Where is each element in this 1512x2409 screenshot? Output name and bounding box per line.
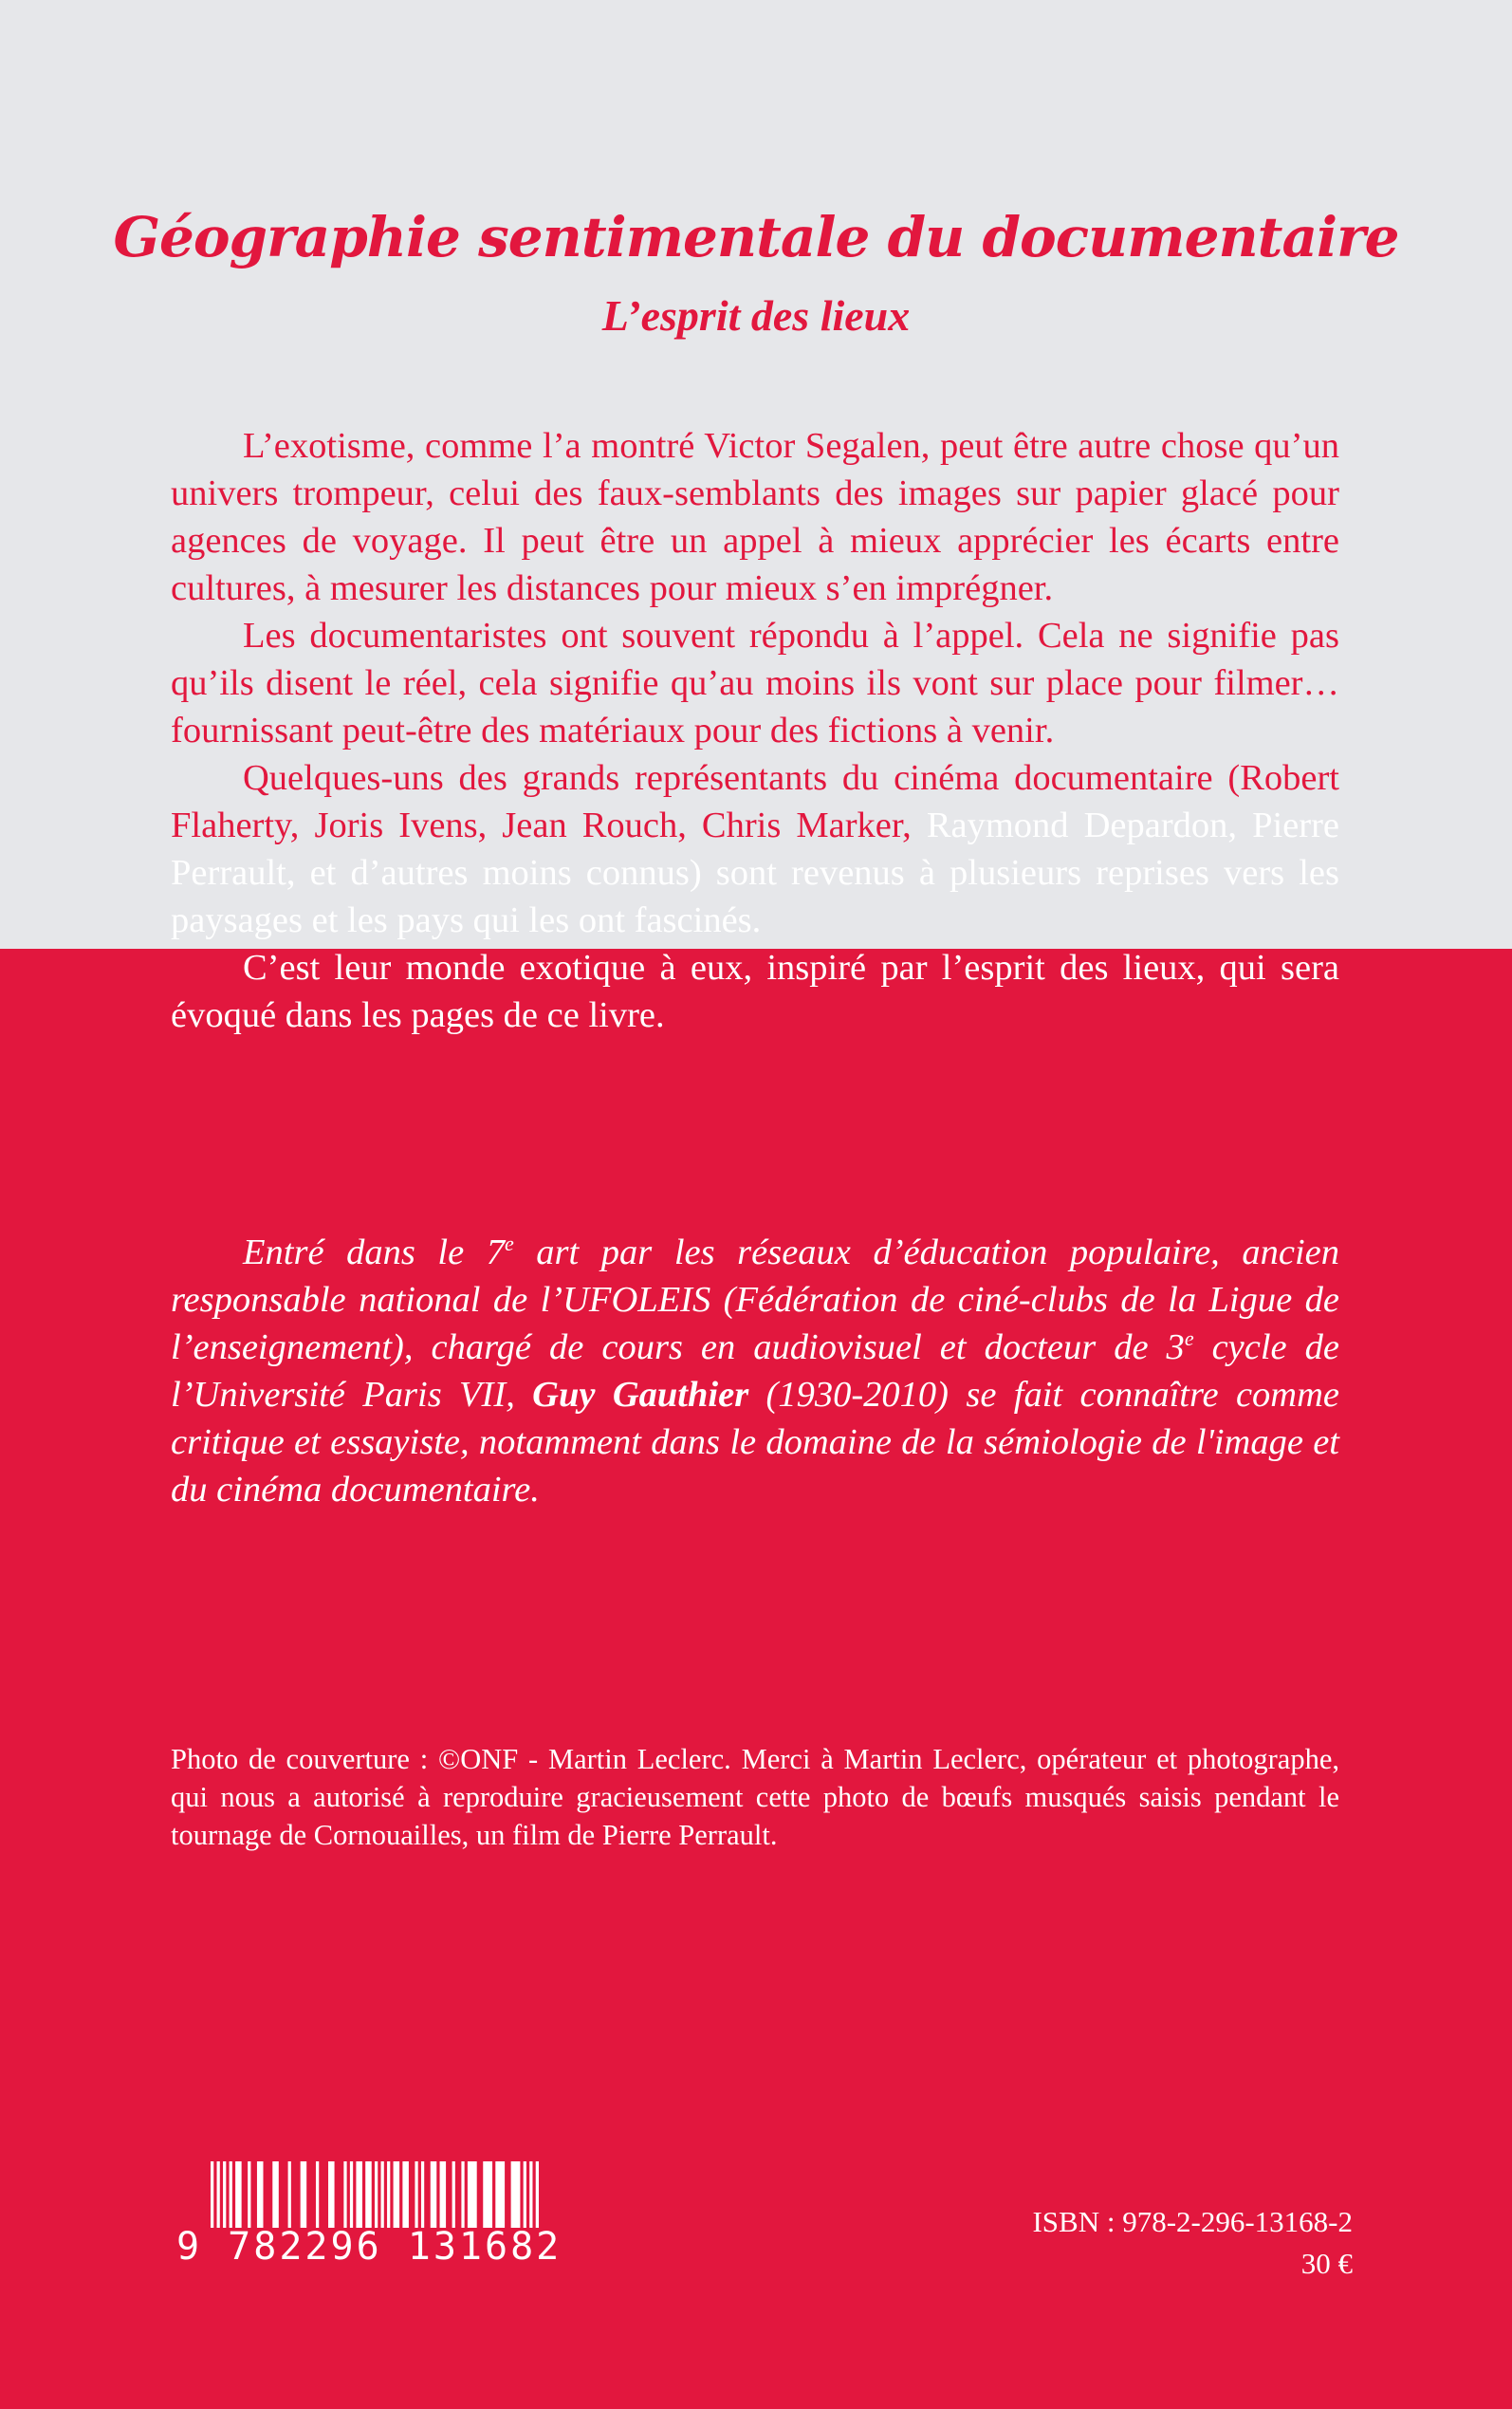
barcode-bar bbox=[343, 2161, 346, 2228]
blurb-paragraph-4: C’est leur monde exotique à eux, inspiré par l’esprit des lieux, qui sera évoqué dans les pages de ce livre. bbox=[171, 948, 1339, 1035]
blurb-paragraph-1: L’exotisme, comme l’a montré Victor Segalen, peut être autre chose qu’un univers trompeur, celui des faux-semblants des images sur papier glacé pour agences de voyage. Il peut être un appel à mieux apprécier les écarts entre cultures, à mesurer les distances pour mieux s’en imprégner. bbox=[171, 426, 1339, 608]
barcode-bar bbox=[375, 2161, 378, 2228]
barcode-bar bbox=[415, 2161, 417, 2228]
barcode-bar bbox=[495, 2161, 505, 2228]
barcode-bar bbox=[452, 2161, 455, 2228]
bio-text-2: art par les réseaux d’éducation populaire, ancien responsable national de l’UFOLEIS (Fédération de ciné-clubs de la Ligue de l’enseignement), chargé de cours en audiovisuel et docteur de 3 bbox=[171, 1232, 1339, 1367]
barcode-bar bbox=[248, 2161, 250, 2228]
blurb-paragraph-3-top: Quelques-uns des grands représentants du cinéma documentaire (Robert Flaherty, Joris Ivens, Jean Rouch, Chris Marker, bbox=[171, 758, 1339, 845]
blurb-paragraph-3 bbox=[171, 754, 1339, 944]
barcode-bar bbox=[511, 2161, 521, 2228]
barcode-bar bbox=[350, 2161, 353, 2228]
barcode-bar bbox=[316, 2161, 319, 2228]
barcode-bar bbox=[402, 2161, 409, 2228]
photo-credit: Photo de couverture : ©ONF - Martin Leclerc. Merci à Martin Leclerc, opérateur et photographe, qui nous a autorisé à reproduire gracieusement cette photo de bœufs musqués saisis pendant le tournage de Cornouailles, un film de Pierre Perrault. bbox=[171, 1743, 1339, 1851]
title-block bbox=[0, 199, 1512, 349]
bio-text-4: (1930-2010) se fait connaître comme critique et essayiste, notamment dans le domaine de la sémiologie de l'image et du cinéma documentaire. bbox=[171, 1375, 1339, 1510]
author-name: Guy Gauthier bbox=[532, 1375, 749, 1415]
barcode-bar bbox=[381, 2161, 384, 2228]
barcode-bar bbox=[217, 2161, 220, 2228]
barcode-bar bbox=[365, 2161, 372, 2228]
bio-text-3: cycle de l’Université Paris VII, bbox=[171, 1327, 1339, 1415]
barcode-bar bbox=[356, 2161, 362, 2228]
barcode-bar bbox=[461, 2161, 464, 2228]
barcode-bar bbox=[211, 2161, 213, 2228]
barcode-bar bbox=[483, 2161, 492, 2228]
barcode-icon bbox=[211, 2161, 539, 2228]
barcode-bar bbox=[387, 2161, 390, 2228]
barcode-bar bbox=[257, 2161, 264, 2228]
barcode-digits: 9 782296 131682 bbox=[176, 2225, 562, 2269]
barcode-bar bbox=[272, 2161, 279, 2228]
barcode-bar bbox=[524, 2161, 526, 2228]
author-bio bbox=[171, 1229, 1339, 1513]
barcode-bar bbox=[536, 2161, 539, 2228]
barcode-bar bbox=[301, 2161, 307, 2228]
bio-superscript-2: e bbox=[1184, 1326, 1194, 1351]
barcode-bar bbox=[468, 2161, 477, 2228]
barcode-bar bbox=[431, 2161, 437, 2228]
price: 30 € bbox=[1300, 2247, 1353, 2280]
barcode-bar bbox=[288, 2161, 291, 2228]
book-subtitle: L’esprit des lieux bbox=[601, 291, 911, 340]
barcode-bar bbox=[230, 2161, 232, 2228]
barcode-bar bbox=[440, 2161, 447, 2228]
barcode-bar bbox=[529, 2161, 532, 2228]
bio-text-1: Entré dans le 7 bbox=[243, 1232, 505, 1272]
barcode-bar bbox=[421, 2161, 424, 2228]
barcode-bar bbox=[328, 2161, 335, 2228]
bio-superscript-1: e bbox=[504, 1232, 514, 1256]
blurb bbox=[171, 422, 1339, 1039]
isbn: ISBN : 978-2-296-13168-2 bbox=[1032, 2205, 1353, 2238]
barcode-bar bbox=[223, 2161, 226, 2228]
barcode-bar bbox=[235, 2161, 242, 2228]
blurb-paragraph-2: Les documentaristes ont souvent répondu à l’appel. Cela ne signifie pas qu’ils disent le réel, cela signifie qu’au moins ils vont sur place pour filmer… fournissant peut-être des matériaux pour des fictions à venir. bbox=[171, 616, 1339, 750]
book-title: Géographie sentimentale du documentaire bbox=[113, 205, 1399, 269]
blurb-paragraph-3-bottom: Raymond Depardon, Pierre Perrault, et d’autres moins connus) sont revenus à plusieurs reprises vers les paysages et les pays qui les ont fascinés. bbox=[171, 806, 1339, 940]
barcode-bar bbox=[394, 2161, 400, 2228]
